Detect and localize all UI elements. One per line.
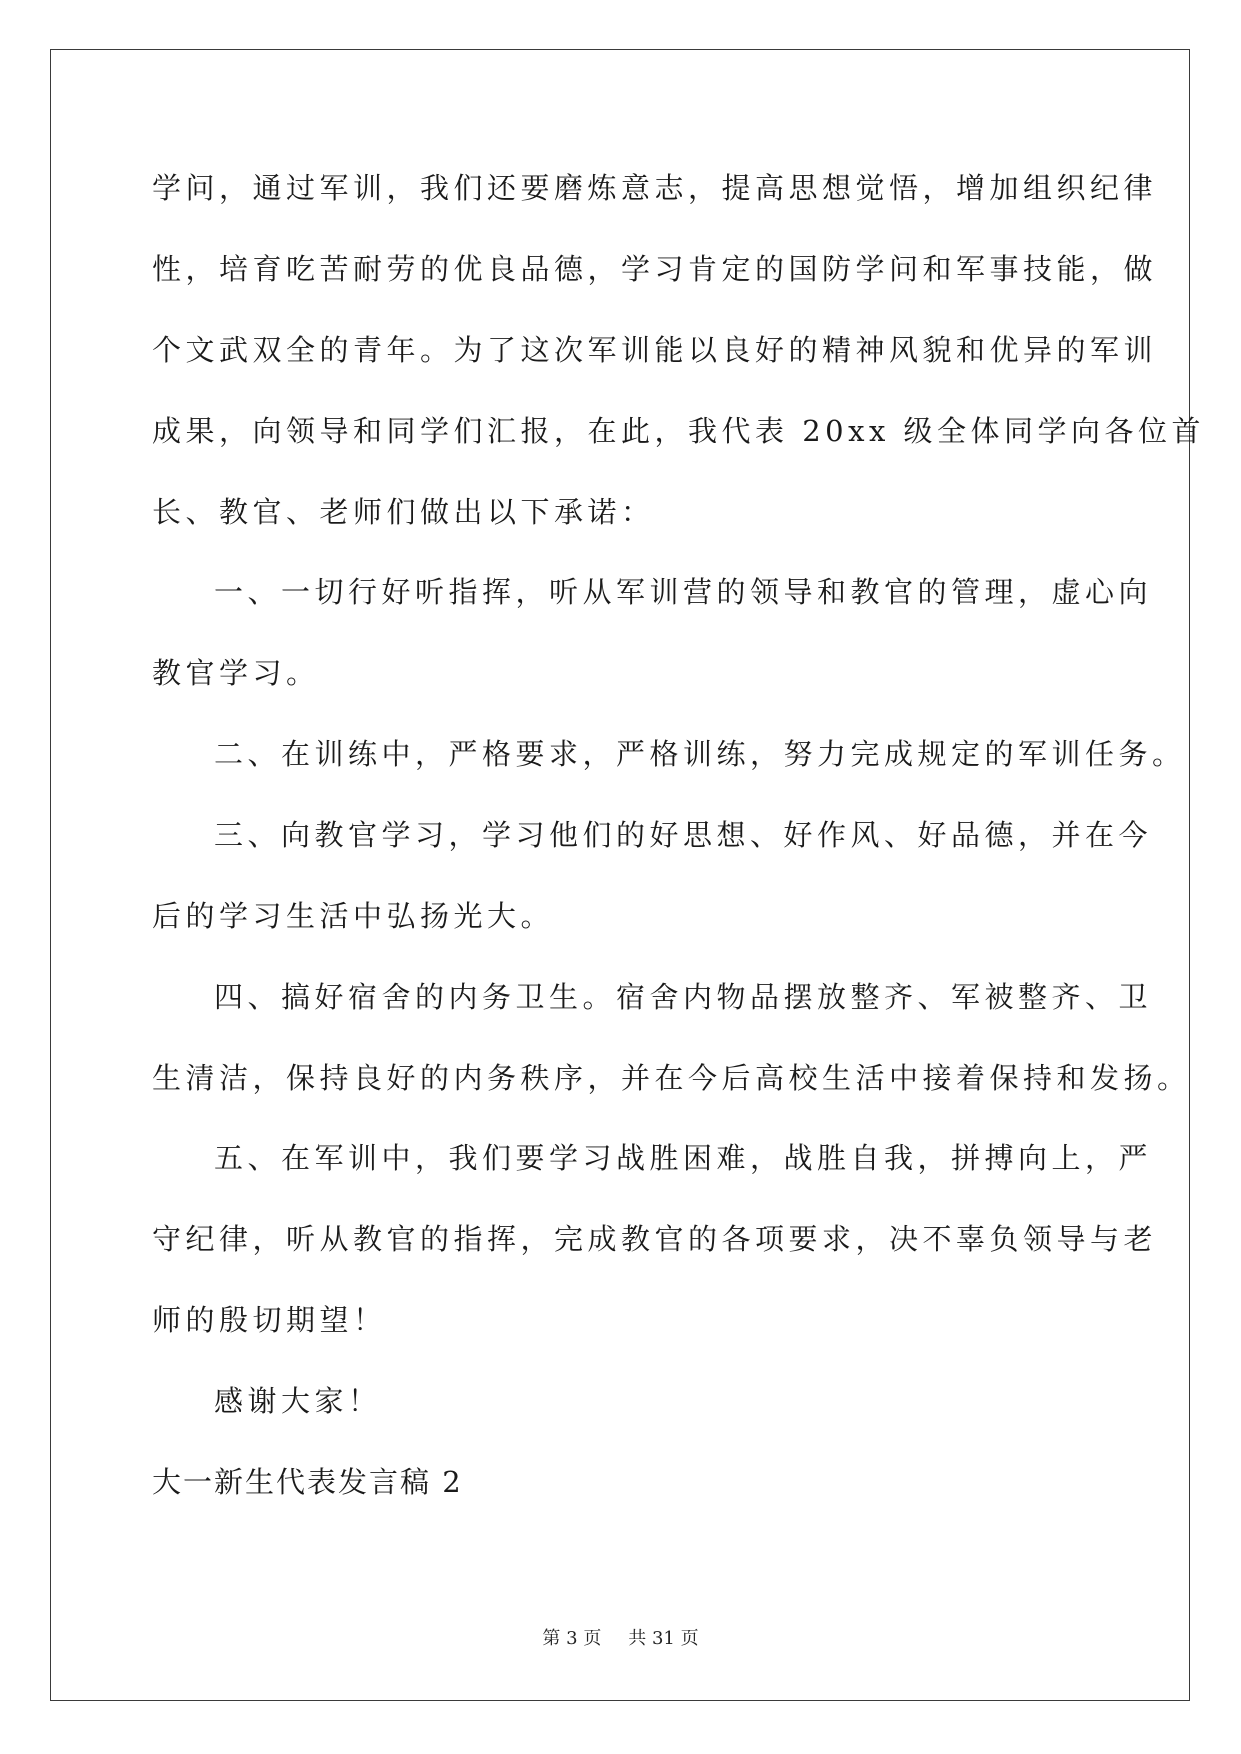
text-line: 成果，向领导和同学们汇报，在此，我代表 20xx 级全体同学向各位首 — [152, 414, 1206, 448]
text-line: 四、搞好宿舍的内务卫生。宿舍内物品摆放整齐、军被整齐、卫 — [214, 980, 1153, 1014]
text-line: 长、教官、老师们做出以下承诺： — [152, 495, 655, 529]
page-number: 第 3 页 — [542, 1628, 602, 1649]
text-line: 生清洁，保持良好的内务秩序，并在今后高校生活中接着保持和发扬。 — [152, 1061, 1191, 1095]
text-line: 师的殷切期望！ — [152, 1303, 387, 1337]
text-line: 性，培育吃苦耐劳的优良品德，学习肯定的国防学问和军事技能，做 — [152, 252, 1158, 286]
text-line: 二、在训练中，严格要求，严格训练，努力完成规定的军训任务。 — [214, 737, 1186, 771]
text-line: 五、在军训中，我们要学习战胜困难，战胜自我，拼搏向上，严 — [214, 1141, 1153, 1175]
page-footer — [0, 1627, 1241, 1651]
page-border — [50, 49, 1206, 1701]
section-heading: 大一新生代表发言稿 2 — [152, 1465, 463, 1499]
text-line: 守纪律，听从教官的指挥，完成教官的各项要求，决不辜负领导与老 — [152, 1222, 1158, 1256]
text-line: 学问，通过军训，我们还要磨炼意志，提高思想觉悟，增加组织纪律 — [152, 171, 1158, 205]
text-line: 个文武双全的青年。为了这次军训能以良好的精神风貌和优异的军训 — [152, 333, 1158, 367]
page-total: 共 31 页 — [628, 1628, 699, 1649]
text-line: 感谢大家！ — [214, 1384, 382, 1418]
text-line: 一、一切行好听指挥，听从军训营的领导和教官的管理，虚心向 — [214, 575, 1153, 609]
text-line: 教官学习。 — [152, 656, 320, 690]
text-line: 三、向教官学习，学习他们的好思想、好作风、好品德，并在今 — [214, 818, 1153, 852]
text-line: 后的学习生活中弘扬光大。 — [152, 899, 555, 933]
